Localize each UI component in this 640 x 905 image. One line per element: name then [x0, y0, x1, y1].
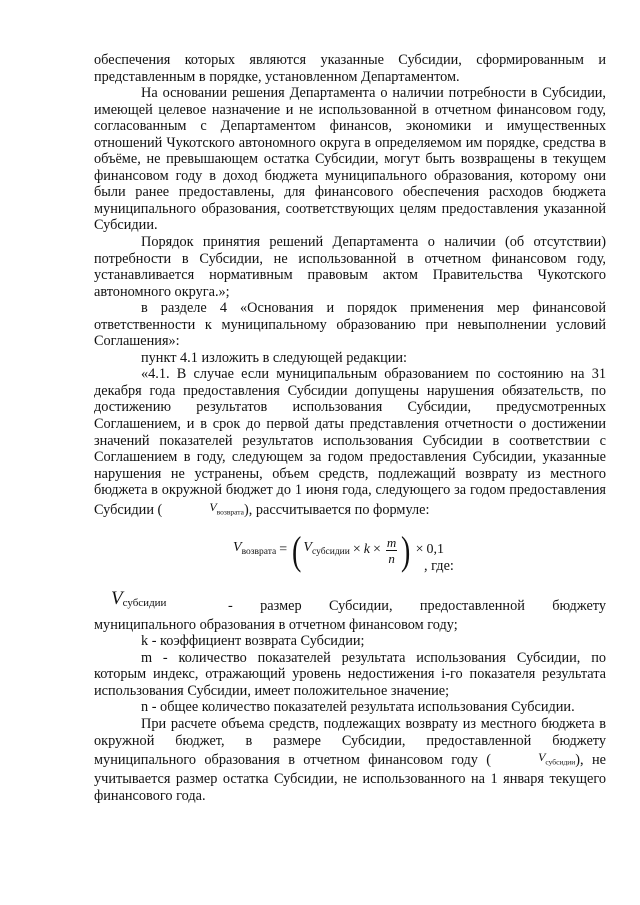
m-definition: m - количество показателей результата использования Субсидии, по которым индекс, отражающий уровень недостижения i-го показателя результата использования Субсидии, имеет положительное значение;: [94, 649, 606, 699]
formula-right-paren: ): [401, 527, 411, 573]
paragraph-department-decision: На основании решения Департамента о наличии потребности в Субсидии, имеющей целевое назначение и не использованной в отчетном финансовом году, согласованным с Департаментом финансов, экономики и имущественных отношений Чукотского автономного округа в определяемом им порядке, средства в объёме, не превышающем остатка Субсидии, могут быть возвращены в текущем финансовом году в доход бюджета муниципального образования, которому они были ранее предоставлены, для финансового обеспечения расходов бюджета муниципального образования, соответствующих целям предоставления указанной Субсидии.: [94, 85, 606, 234]
formula-v-return: $V_{возврата}$: [233, 540, 277, 558]
paragraph-continuation: обеспечения которых являются указанные Субсидии, сформированным и представленным в порядке, установленном Департаментом.: [94, 52, 606, 85]
v-subsidy-definition-text: - размер Субсидии, предоставленной бюджету: [228, 597, 606, 614]
calculation-note-text-end: ), не учитывается размер остатка Субсидии, не использованного на 1 января текущего финансового года.: [94, 752, 606, 804]
formula-where-label: , где:: [424, 557, 454, 574]
n-definition: n - общее количество показателей результата использования Субсидии.: [141, 699, 575, 716]
v-subsidy-definition-continuation: муниципального образования в отчетном финансовом году;: [94, 616, 458, 633]
return-volume-formula: [233, 527, 444, 573]
v-subsidy-symbol: $V_{субсидии}$: [111, 587, 167, 609]
formula-equals: =: [279, 542, 288, 558]
v-subsidy-symbol-inline: $V_{субсидии}$: [538, 750, 576, 767]
paragraph-decision-procedure: Порядок принятия решений Департамента о наличии (об отсутствии) потребности в Субсидии, не использованной в отчетном финансовом году, устанавливается нормативным правовым актом Правительства Чукотского автономного округа.»;: [94, 234, 606, 300]
formula-fraction: [386, 535, 397, 566]
paragraph-item-4-1-intro: пункт 4.1 изложить в следующей редакции:: [141, 349, 408, 366]
formula-times-1: ×: [352, 542, 361, 558]
paragraph-section-4: в разделе 4 «Основания и порядок применения мер финансовой ответственности к муниципальному образованию при невыполнении условий Соглашения»:: [94, 300, 606, 350]
formula-v-subsidy: $V_{субсидии}$: [303, 540, 350, 558]
formula-constant: 0,1: [426, 542, 444, 558]
item-4-1-text-end: ), рассчитывается по формуле:: [244, 501, 430, 518]
item-4-1-text: «4.1. В случае если муниципальным образованием по состоянию на 31 декабря года предоставления Субсидии допущены нарушения обязательств, по достижению результатов использования Субсидии, предусмотренных Соглашением, и в срок до первой даты представления отчетности о достижении значений показателей результатов использования Субсидии в соответствии с Соглашением в году, следующем за годом предоставления Субсидии, указанные нарушения не устранены, объем средств, подлежащий возврату из местного бюджета в окружной бюджет до 1 июня года, следующего за годом предоставления Субсидии (: [94, 366, 606, 518]
calculation-note-text: При расчете объема средств, подлежащих возврату из местного бюджета в окружной бюджет, в размере Субсидии, предоставленной бюджету муниципального образования в отчетном финансовом году (: [94, 715, 606, 769]
formula-k: k: [363, 542, 370, 558]
v-subsidy-definition-row: [94, 589, 606, 617]
formula-times-2: ×: [372, 542, 381, 558]
formula-times-3: ×: [415, 542, 424, 558]
formula-left-paren: (: [292, 527, 302, 573]
v-return-symbol-inline: $V_{возврата}$: [209, 499, 244, 517]
paragraph-item-4-1: [94, 366, 606, 520]
paragraph-calculation-note: [94, 716, 606, 804]
formula-block: [94, 525, 606, 583]
formula-denominator-n: n: [388, 551, 395, 567]
document-page: [94, 52, 606, 804]
formula-numerator-m: m: [386, 535, 397, 551]
k-definition: k - коэффициент возврата Субсидии;: [141, 633, 365, 650]
